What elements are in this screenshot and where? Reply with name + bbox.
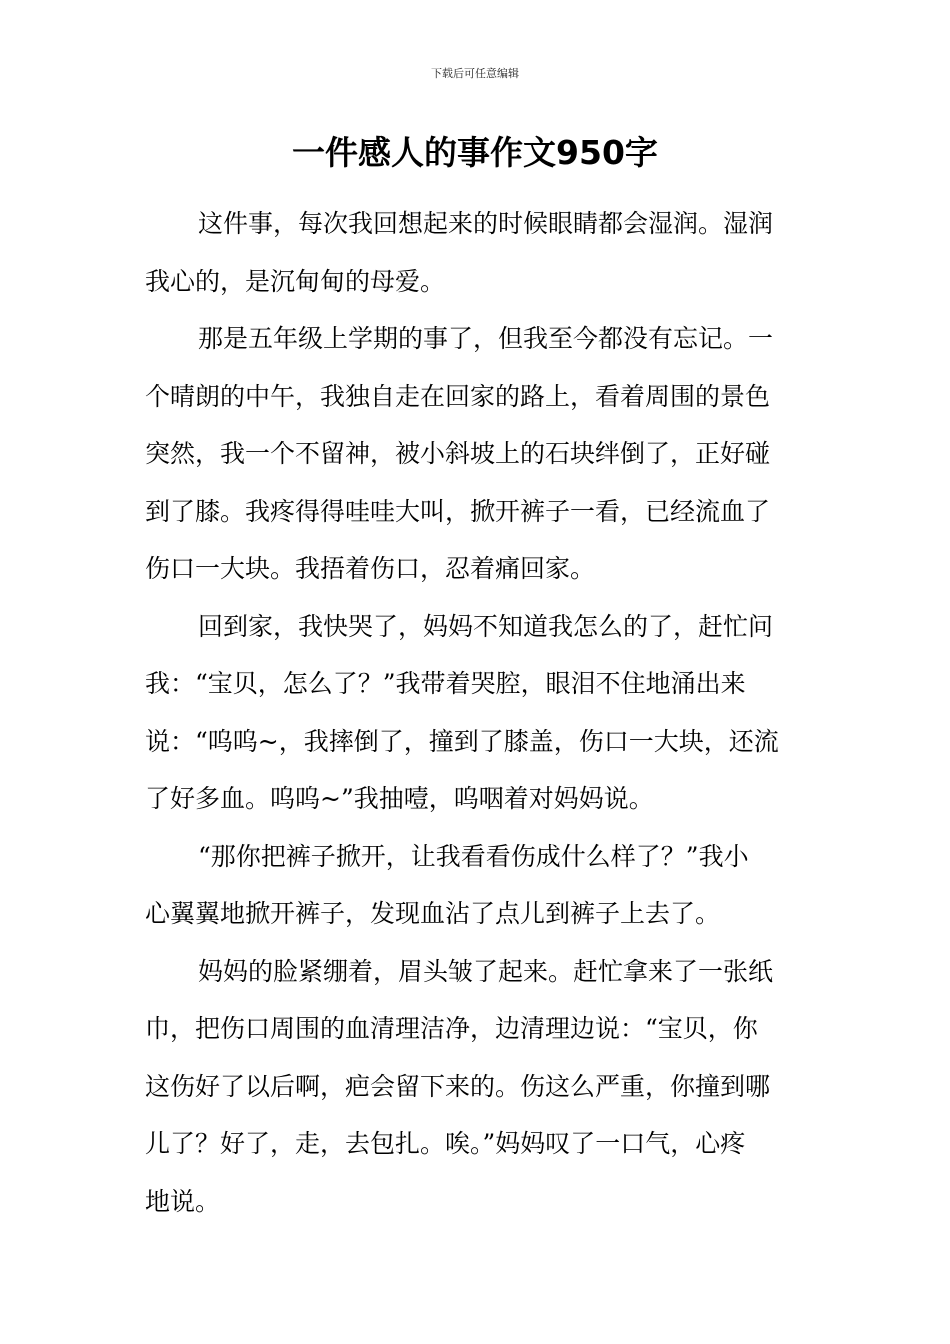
text-line: 到了膝。我疼得得哇哇大叫，掀开裤子一看，已经流血了 bbox=[145, 496, 771, 526]
essay-body bbox=[145, 195, 807, 1230]
paragraph-5 bbox=[145, 943, 807, 1231]
text-line: 那是五年级上学期的事了，但我至今都没有忘记。一 bbox=[198, 324, 774, 353]
text-line: 说：“呜呜~，我摔倒了，撞到了膝盖，伤口一大块，还流 bbox=[145, 726, 779, 756]
text-line: 突然，我一个不留神，被小斜坡上的石块绊倒了，正好碰 bbox=[145, 439, 771, 468]
paragraph-4 bbox=[145, 828, 807, 943]
text-line: 我心的，是沉甸甸的母爱。 bbox=[145, 266, 446, 296]
text-line: 儿了？好了，走，去包扎。唉。”妈妈叹了一口气，心疼 bbox=[145, 1129, 746, 1158]
text-line: 了好多血。呜呜~”我抽噎，呜咽着对妈妈说。 bbox=[145, 784, 654, 813]
text-line: 巾，把伤口周围的血清理洁净，边清理边说：“宝贝，你 bbox=[145, 1014, 758, 1043]
text-line: 个晴朗的中午，我独自走在回家的路上，看着周围的景色 bbox=[145, 381, 771, 411]
text-line: 伤口一大块。我捂着伤口，忍着痛回家。 bbox=[145, 554, 596, 583]
header-note: 下载后可任意编辑 bbox=[431, 67, 519, 80]
text-line: 妈妈的脸紧绷着，眉头皱了起来。赶忙拿来了一张纸 bbox=[198, 956, 774, 986]
text-line: 这伤好了以后啊，疤会留下来的。伤这么严重，你撞到哪 bbox=[145, 1071, 771, 1101]
page-title: 一件感人的事作文950字 bbox=[292, 133, 658, 172]
text-line: 心翼翼地掀开裤子，发现血沾了点儿到裤子上去了。 bbox=[145, 899, 721, 928]
text-line: 我：“宝贝，怎么了？”我带着哭腔，眼泪不住地涌出来 bbox=[145, 669, 746, 698]
text-line: “那你把裤子掀开，让我看看伤成什么样了？”我小 bbox=[198, 841, 749, 871]
text-line: 回到家，我快哭了，妈妈不知道我怎么的了，赶忙问 bbox=[198, 611, 774, 641]
text-line: 地说。 bbox=[145, 1186, 221, 1216]
paragraph-1 bbox=[145, 195, 807, 310]
paragraph-2 bbox=[145, 310, 807, 598]
text-line: 这件事，每次我回想起来的时候眼睛都会湿润。湿润 bbox=[198, 209, 774, 238]
paragraph-3 bbox=[145, 598, 807, 828]
